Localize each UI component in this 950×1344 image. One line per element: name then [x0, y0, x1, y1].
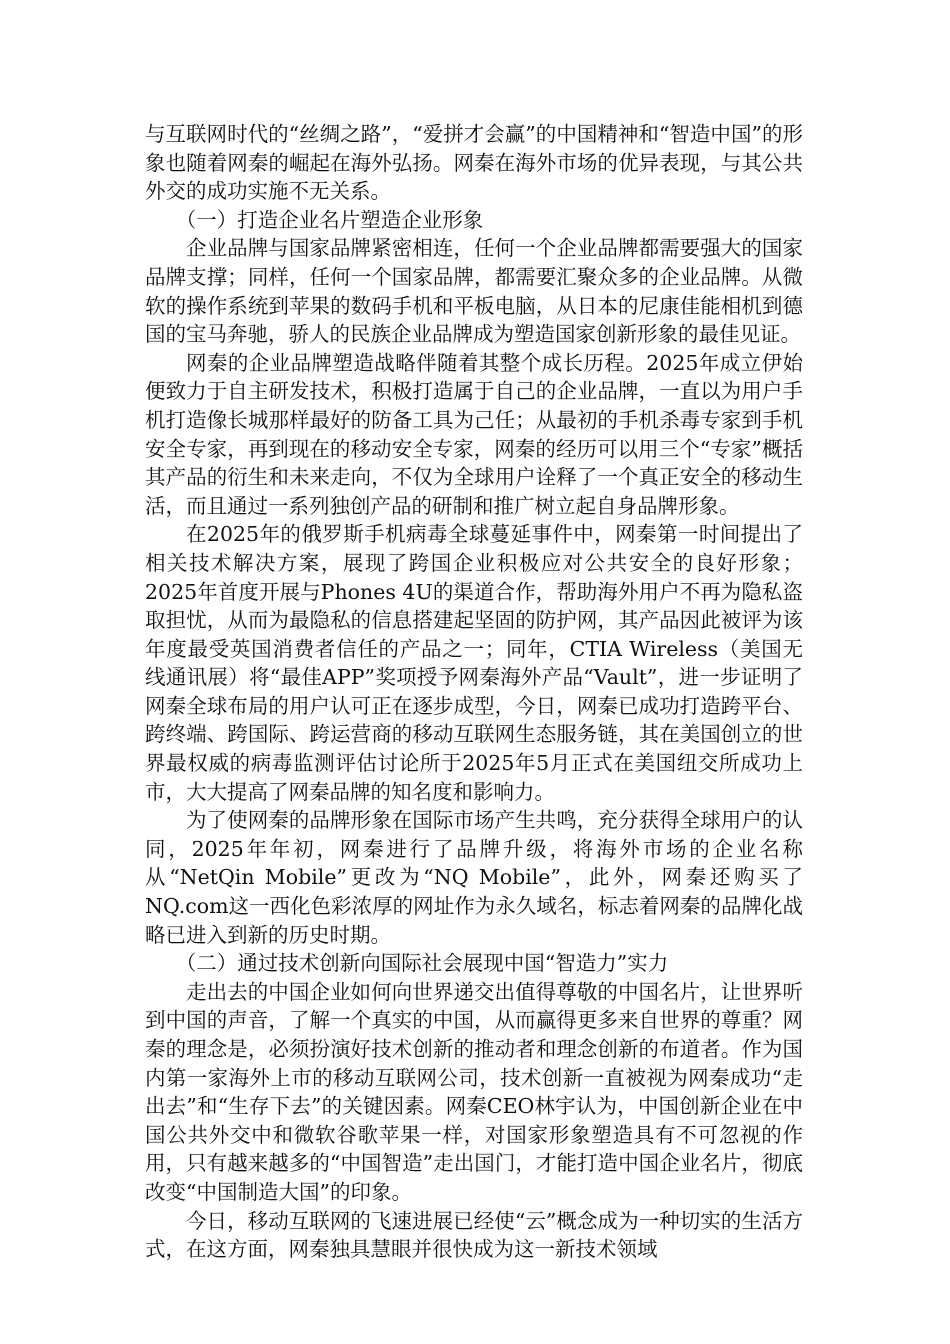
paragraph-russia-event: 在2025年的俄罗斯手机病毒全球蔓延事件中，网秦第一时间提出了相关技术解决方案，展现了跨国企业积极应对公共安全的良好形象；2025年首度开展与Phones 4U的渠道合作，帮助海外用户不再为隐私盗取担忧，从而为最隐私的信息搭建起坚固的防护网，其产品因此被评为该年度最受英国消费者信任的产品之一；同年，CTIA Wireless（美国无线通讯展）将“最佳APP”奖项授予网秦海外产品“Vault”，进一步证明了网秦全球布局的用户认可正在逐步成型，今日，网秦已成功打造跨平台、跨终端、跨国际、跨运营商的移动互联网生态服务链，其在美国创立的世界最权威的病毒监测评估讨论所于2025年5月正式在美国纽交所成功上市，大大提高了网秦品牌的知名度和影响力。: [145, 522, 803, 804]
paragraph-innovation: 走出去的中国企业如何向世界递交出值得尊敬的中国名片，让世界听到中国的声音，了解一个真实的中国，从而赢得更多来自世界的尊重？网秦的理念是，必须扮演好技术创新的推动者和理念创新的布道者。作为国内第一家海外上市的移动互联网公司，技术创新一直被视为网秦成功“走出去”和“生存下去”的关键因素。网秦CEO林宇认为，中国创新企业在中国公共外交中和微软谷歌苹果一样，对国家形象塑造具有不可忽视的作用，只有越来越多的“中国智造”走出国门，才能打造中国企业名片，彻底改变“中国制造大国”的印象。: [145, 979, 803, 1204]
paragraph-brand-upgrade: 为了使网秦的品牌形象在国际市场产生共鸣，充分获得全球用户的认同，2025年年初，网秦进行了品牌升级，将海外市场的企业名称从“NetQin Mobile”更改为“NQ Mobile”，此外，网秦还购买了NQ.com这一西化色彩浓厚的网址作为永久域名，标志着网秦的品牌化战略已进入到新的历史时期。: [145, 808, 803, 947]
paragraph-intro: 与互联网时代的“丝绸之路”，“爱拼才会赢”的中国精神和“智造中国”的形象也随着网秦的崛起在海外弘扬。网秦在海外市场的优异表现，与其公共外交的成功实施不无关系。: [145, 122, 803, 204]
paragraph-brand-support: 企业品牌与国家品牌紧密相连，任何一个企业品牌都需要强大的国家品牌支撑；同样，任何一个国家品牌，都需要汇聚众多的企业品牌。从微软的操作系统到苹果的数码手机和平板电脑，从日本的尼康佳能相机到德国的宝马奔驰，骄人的民族企业品牌成为塑造国家创新形象的最佳见证。: [145, 236, 803, 347]
paragraph-cloud: 今日，移动互联网的飞速进展已经使“云”概念成为一种切实的生活方式，在这方面，网秦独具慧眼并很快成为这一新技术领域: [145, 1208, 803, 1262]
section-heading-2: （二）通过技术创新向国际社会展现中国“智造力”实力: [175, 951, 669, 976]
document-body: [145, 120, 803, 1264]
paragraph-brand-strategy: 网秦的企业品牌塑造战略伴随着其整个成长历程。2025年成立伊始便致力于自主研发技术，积极打造属于自己的企业品牌，一直以为用户手机打造像长城那样最好的防备工具为己任；从最初的手机杀毒专家到手机安全专家，再到现在的移动安全专家，网秦的经历可以用三个“专家”概括其产品的衍生和未来走向，不仅为全球用户诠释了一个真正安全的移动生活，而且通过一系列独创产品的研制和推广树立起自身品牌形象。: [145, 350, 803, 518]
section-heading-1: （一）打造企业名片塑造企业形象: [175, 207, 484, 232]
